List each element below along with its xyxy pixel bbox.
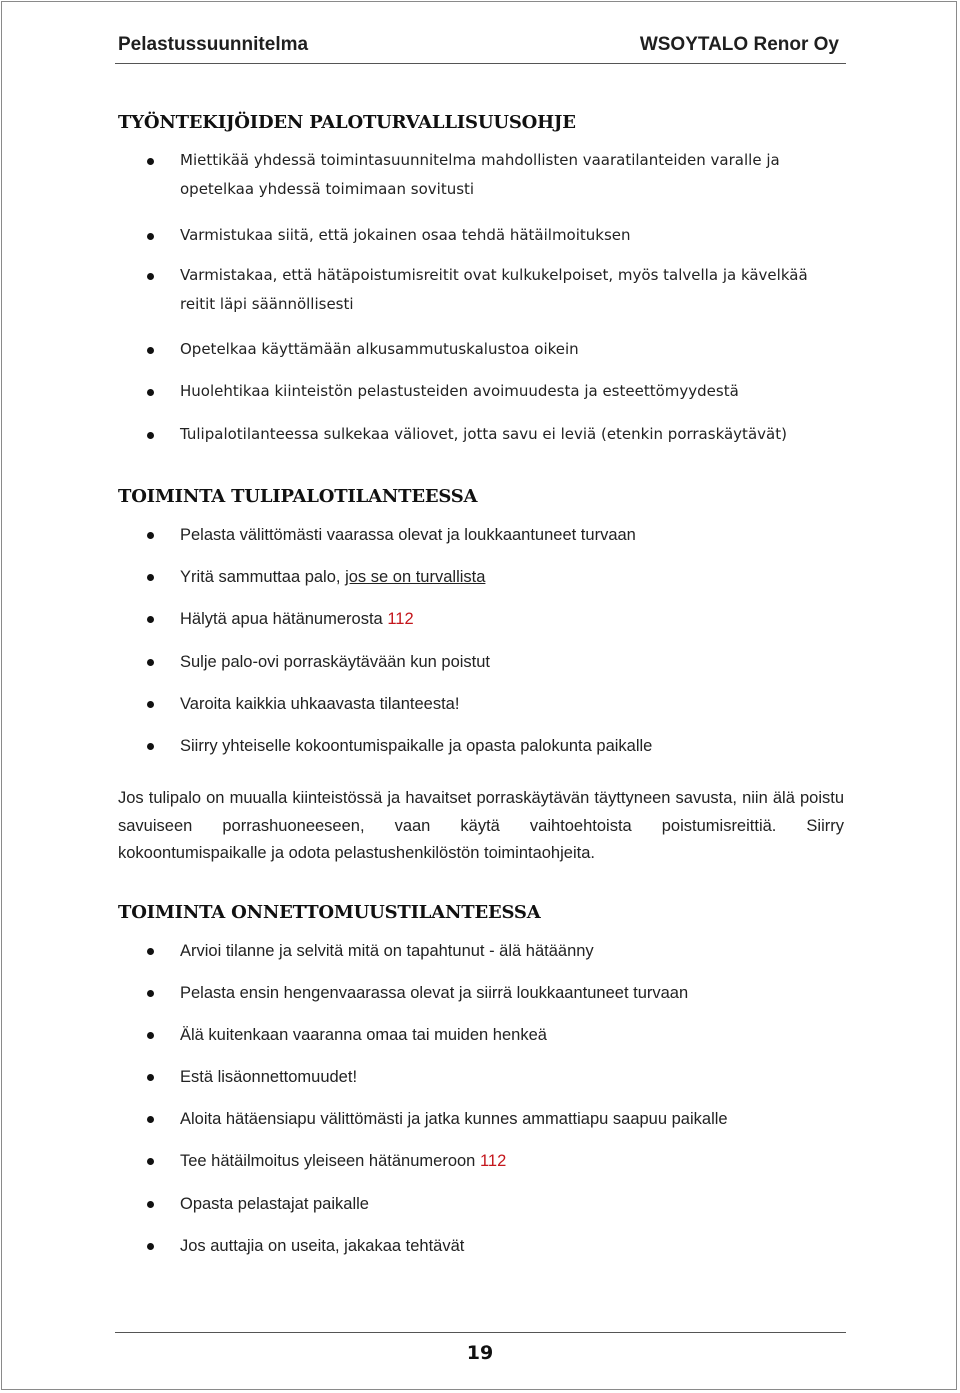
underlined-condition: jos se on turvallista <box>345 568 486 586</box>
list-item: Älä kuitenkaan vaaranna omaa tai muiden henkeä <box>180 1020 840 1050</box>
footer-divider <box>115 1332 846 1333</box>
header-company-name: WSOYTALO Renor Oy <box>639 34 839 55</box>
list-item: Varmistakaa, että hätäpoistumisreitit ovat kulkukelpoiset, myös talvella ja kävelkää reitit läpi säännöllisesti <box>180 261 832 319</box>
list-item <box>180 604 840 634</box>
list-item: Siirry yhteiselle kokoontumispaikalle ja opasta palokunta paikalle <box>180 731 840 761</box>
emergency-number: 112 <box>479 1152 507 1170</box>
list-item: Varoita kaikkia uhkaavasta tilanteesta! <box>180 689 840 719</box>
list-item: Aloita hätäensiapu välittömästi ja jatka kunnes ammattiapu saapuu paikalle <box>180 1104 840 1134</box>
list-item: Estä lisäonnettomuudet! <box>180 1062 840 1092</box>
page-number: 19 <box>466 1342 494 1364</box>
emergency-number: 112 <box>387 610 414 628</box>
list-item: Opasta pelastajat paikalle <box>180 1189 840 1219</box>
section-title-employee-fire-safety: TYÖNTEKIJÖIDEN PALOTURVALLISUUSOHJE <box>118 112 576 133</box>
list-item: Jos auttajia on useita, jakakaa tehtävät <box>180 1231 840 1261</box>
list-item: Varmistukaa siitä, että jokainen osaa tehdä hätäilmoituksen <box>180 221 840 250</box>
section-title-fire-situation: TOIMINTA TULIPALOTILANTEESSA <box>118 486 478 507</box>
list-item-text: Yritä sammuttaa palo, <box>180 568 341 586</box>
list-item-text: Hälytä apua hätänumerosta <box>180 610 383 628</box>
list-item: Opetelkaa käyttämään alkusammutuskalustoa oikein <box>180 335 840 364</box>
list-item: Sulje palo-ovi porraskäytävään kun poistut <box>180 647 840 677</box>
list-item: Huolehtikaa kiinteistön pelastusteiden avoimuudesta ja esteettömyydestä <box>180 377 840 406</box>
list-item-text: Tee hätäilmoitus yleiseen hätänumeroon <box>180 1152 476 1170</box>
list-item: Miettikää yhdessä toimintasuunnitelma mahdollisten vaaratilanteiden varalle ja opetelkaa yhdessä toimimaan sovitusti <box>180 146 840 204</box>
list-item: Pelasta ensin hengenvaarassa olevat ja siirrä loukkaantuneet turvaan <box>180 978 840 1008</box>
list-item <box>180 562 840 592</box>
header-document-title: Pelastussuunnitelma <box>118 34 309 55</box>
list-item: Tulipalotilanteessa sulkekaa väliovet, jotta savu ei leviä (etenkin porraskäytävät) <box>180 420 840 449</box>
header-divider <box>115 63 846 64</box>
list-item: Arvioi tilanne ja selvitä mitä on tapahtunut - älä hätäänny <box>180 936 840 966</box>
section-title-accident-situation: TOIMINTA ONNETTOMUUSTILANTEESSA <box>118 902 541 923</box>
body-paragraph: Jos tulipalo on muualla kiinteistössä ja havaitset porraskäytävän täyttyneen savusta, niin älä poistu savuiseen porrashuoneeseen, vaan käytä vaihtoehtoista poistumisreittiä. Siirry kokoontumispaikalle ja odota pelastushenkilöstön toimintaohjeita. <box>118 789 844 862</box>
list-item <box>180 1146 840 1176</box>
list-item: Pelasta välittömästi vaarassa olevat ja loukkaantuneet turvaan <box>180 520 840 550</box>
